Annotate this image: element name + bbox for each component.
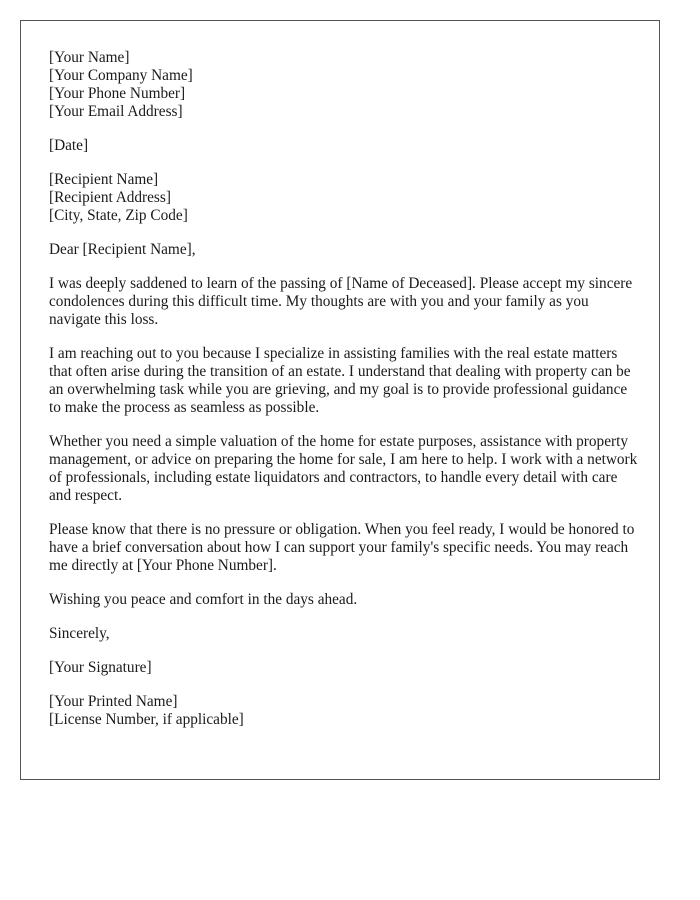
recipient-name: [Recipient Name]	[49, 171, 159, 188]
date-block	[49, 137, 631, 155]
printed-name-block	[49, 693, 631, 729]
sender-block	[49, 49, 631, 121]
letter-date: [Date]	[49, 137, 89, 154]
salutation-block	[49, 241, 631, 259]
license-number: [License Number, if applicable]	[49, 711, 244, 728]
valediction-block	[49, 625, 631, 643]
sender-name: [Your Name]	[49, 49, 130, 66]
recipient-address: [Recipient Address]	[49, 189, 171, 206]
recipient-block	[49, 171, 631, 225]
printed-name: [Your Printed Name]	[49, 693, 178, 710]
body-paragraph-4: Please know that there is no pressure or obligation. When you feel ready, I would be honored to have a brief conversation about how I can support your family's specific needs. You may reach me directly at [Your Phone Number].	[49, 521, 635, 574]
body-paragraph-1: I was deeply saddened to learn of the passing of [Name of Deceased]. Please accept my sincere condolences during this difficult time. My thoughts are with you and your family as you navigate this loss.	[49, 275, 633, 328]
valediction: Sincerely,	[49, 625, 110, 642]
signature-block	[49, 659, 631, 677]
body-paragraph-3: Whether you need a simple valuation of the home for estate purposes, assistance with property management, or advice on preparing the home for sale, I am here to help. I work with a network of professionals, including estate liquidators and contractors, to handle every detail with care and respect.	[49, 433, 638, 504]
letter-page	[20, 20, 660, 780]
body-paragraph-5: Wishing you peace and comfort in the days ahead.	[49, 591, 358, 608]
sender-company: [Your Company Name]	[49, 67, 193, 84]
signature: [Your Signature]	[49, 659, 152, 676]
sender-phone: [Your Phone Number]	[49, 85, 186, 102]
sender-email: [Your Email Address]	[49, 103, 183, 120]
recipient-city-state-zip: [City, State, Zip Code]	[49, 207, 188, 224]
body-paragraph-2: I am reaching out to you because I specialize in assisting families with the real estate matters that often arise during the transition of an estate. I understand that dealing with property can be an overwhelming task while you are grieving, and my goal is to provide professional guidance to make the process as seamless as possible.	[49, 345, 631, 416]
salutation: Dear [Recipient Name],	[49, 241, 196, 258]
